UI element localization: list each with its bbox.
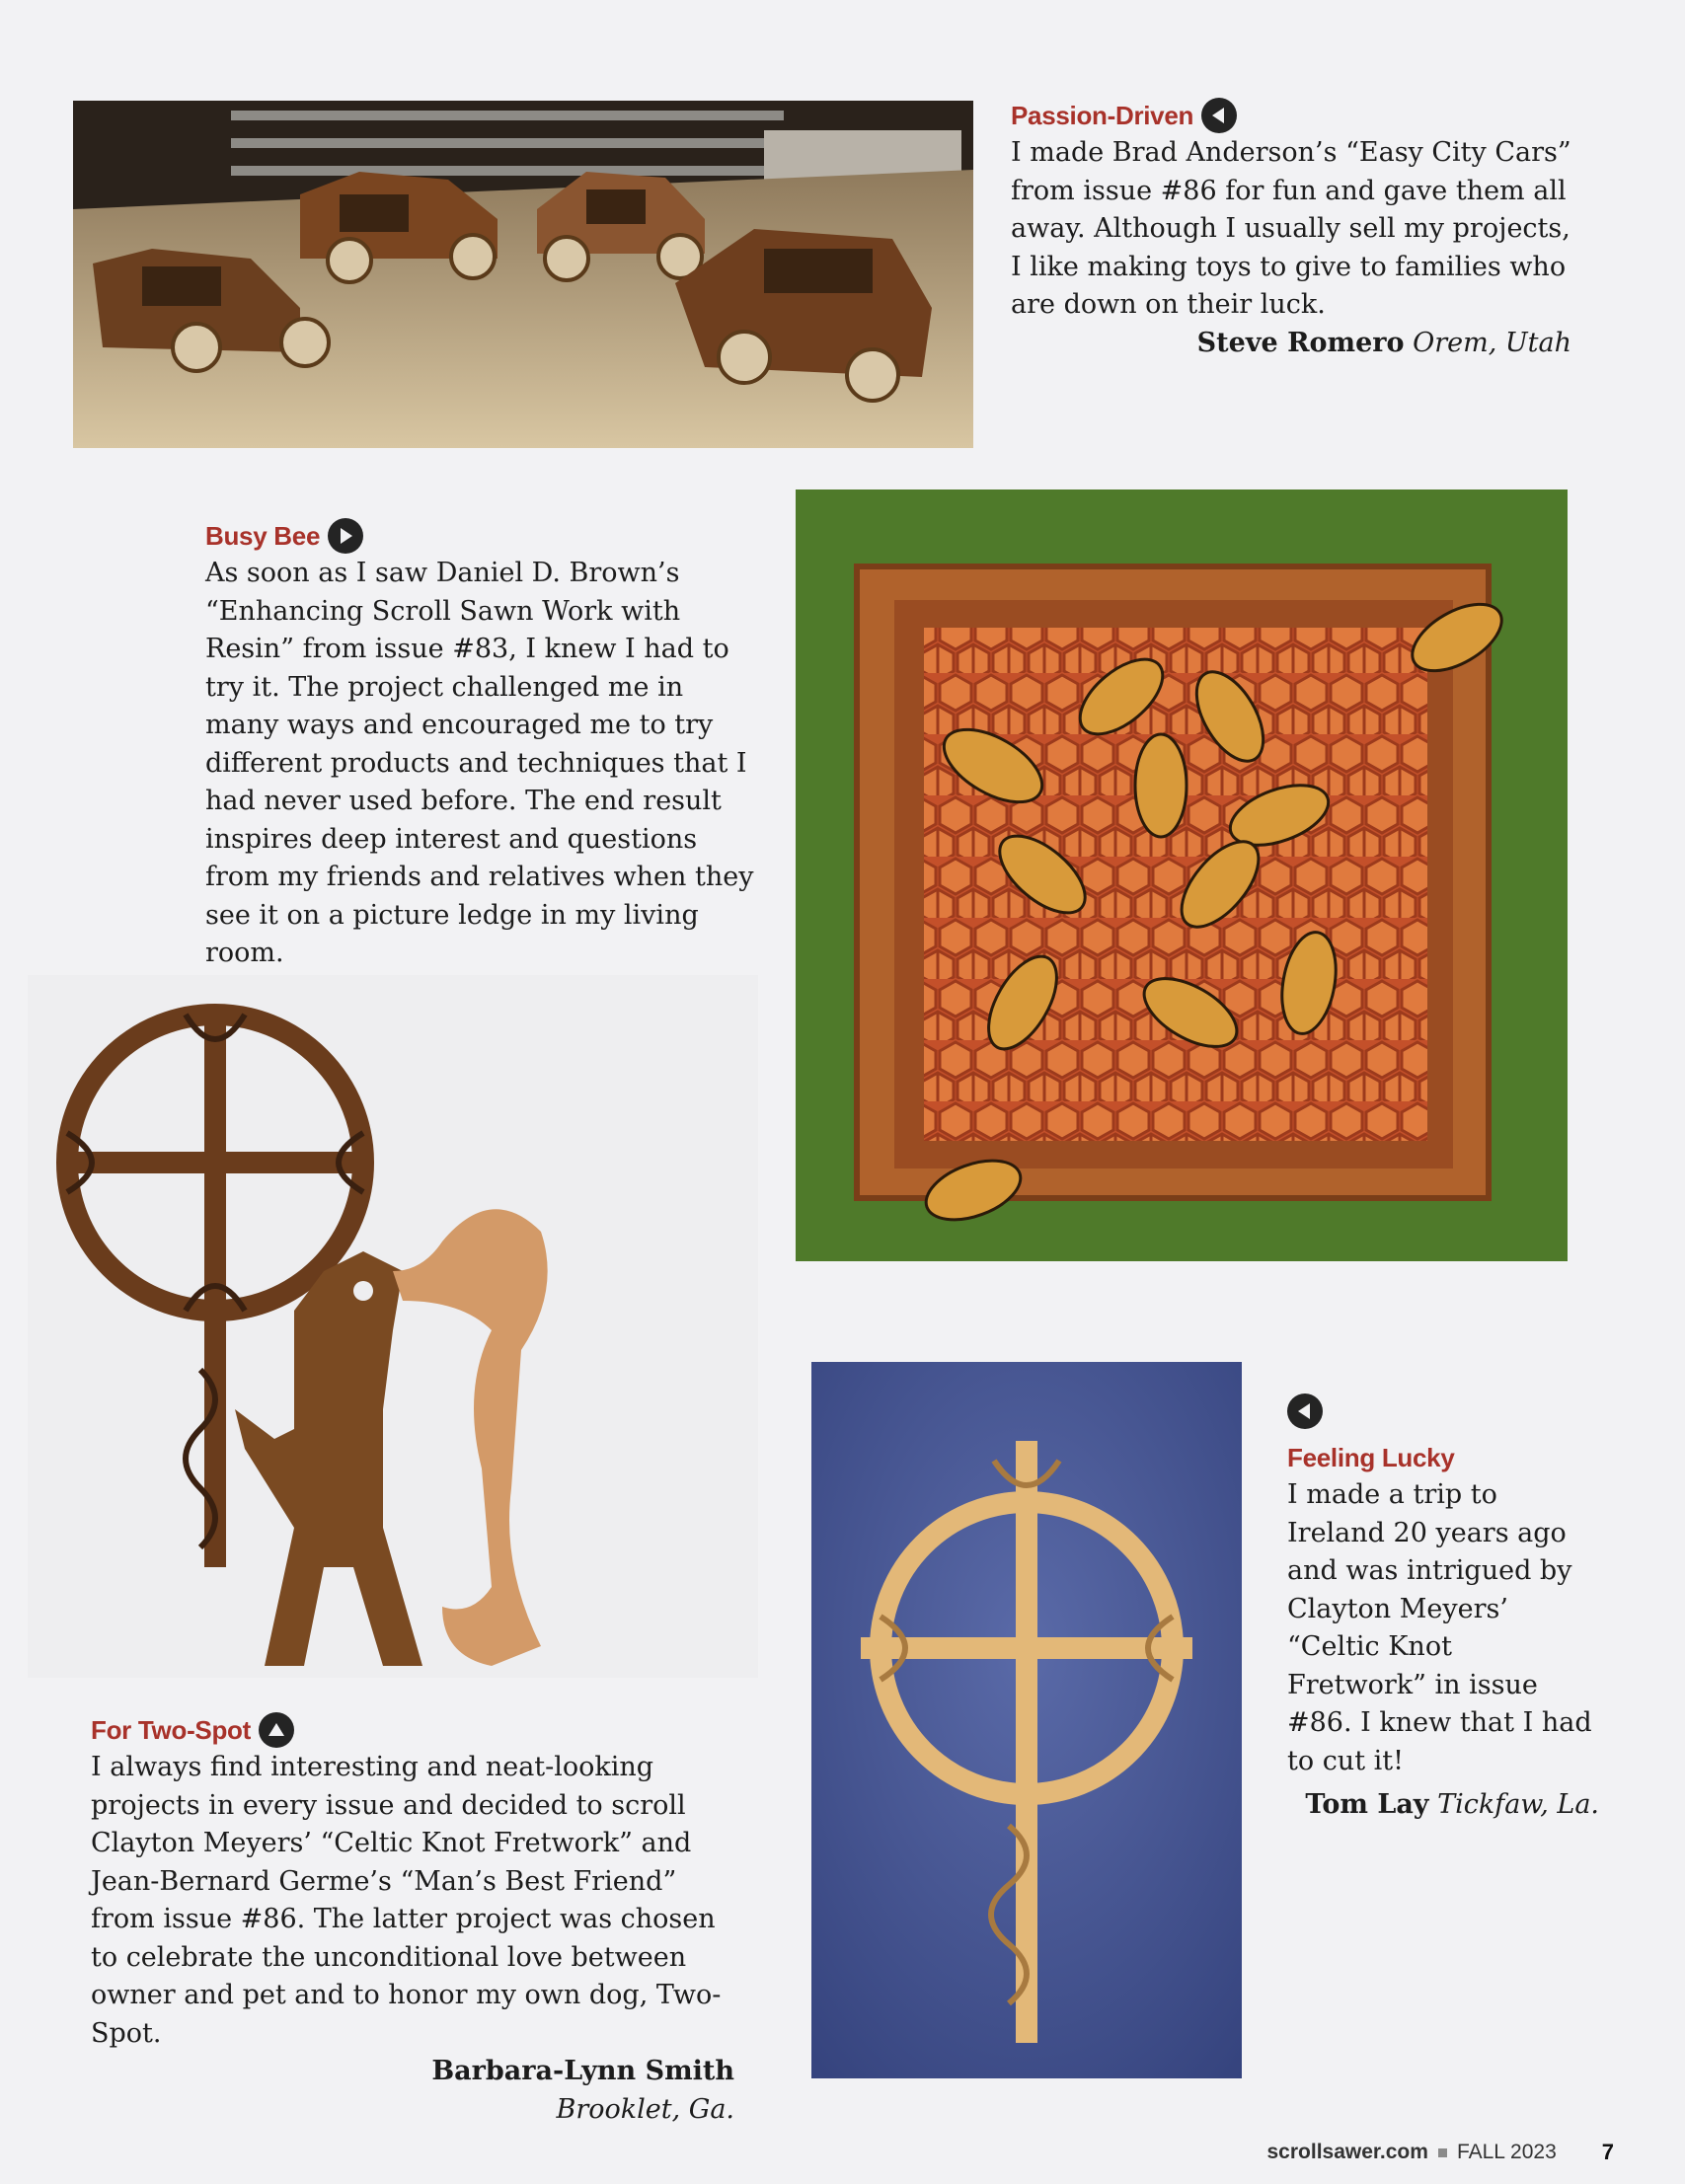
story-heading	[1011, 97, 1571, 134]
footer-site: scrollsawer.com	[1266, 2141, 1428, 2163]
story-title: For Two-Spot	[91, 1715, 251, 1745]
story-heading	[91, 1711, 734, 1749]
story-body: I always find interesting and neat-looking projects in every issue and decided to scroll Clayton Meyers’ “Celtic Knot Fretwork” and Jean-Bernard Germe’s “Man’s Best Friend” from issue #86. The latter project was chosen to celebrate the unconditional love between owner and pet and to honor my own dog, Two-Spot.	[91, 1752, 722, 2049]
story-title: Busy Bee	[205, 521, 321, 551]
story-busy-bee	[205, 517, 758, 1011]
triangle-right-icon	[328, 518, 363, 554]
author-location: Orem, Utah	[1413, 327, 1571, 358]
toy-cars-photo	[73, 101, 973, 448]
footer-separator	[1438, 2148, 1447, 2157]
celtic-cross-photo	[811, 1362, 1242, 2078]
story-title: Feeling Lucky	[1287, 1443, 1455, 1472]
story-heading	[205, 517, 758, 555]
author-location: Brooklet, Ga.	[556, 2093, 734, 2125]
author-name: Steve Romero	[1196, 327, 1405, 358]
author-name: Barbara-Lynn Smith	[431, 2056, 734, 2086]
story-title: Passion-Driven	[1011, 101, 1194, 130]
story-for-two-spot	[91, 1711, 734, 2129]
story-heading	[1287, 1393, 1599, 1476]
story-passion-driven	[1011, 97, 1571, 362]
triangle-up-icon	[259, 1712, 294, 1748]
story-body: As soon as I saw Daniel D. Brown’s “Enhancing Scroll Sawn Work with Resin” from issue #83, I knew I had to try it. The project challenged me in many ways and encouraged me to try different products and techniques that I had never used before. The end result inspires deep interest and questions from my friends and relatives when they see it on a picture ledge in my living room.	[205, 558, 754, 968]
story-body: I made Brad Anderson’s “Easy City Cars” from issue #86 for fun and gave them all away. Although I usually sell my projects, I like making toys to give to families who are down on their luck.	[1011, 137, 1571, 320]
page-number: 7	[1601, 2140, 1614, 2164]
story-body: I made a trip to Ireland 20 years ago and was intrigued by Clayton Meyers’ “Celtic Knot Fretwork” in issue #86. I knew that I had to cut it!	[1287, 1479, 1592, 1776]
triangle-left-icon	[1287, 1393, 1323, 1429]
triangle-left-icon	[1201, 98, 1237, 133]
cross-and-dog-photo	[28, 975, 758, 1678]
story-feeling-lucky	[1287, 1393, 1599, 1825]
story-credit	[1287, 1786, 1599, 1825]
author-location: Tickfaw, La.	[1437, 1789, 1599, 1820]
footer-issue: FALL 2023	[1456, 2141, 1557, 2163]
story-credit	[1011, 325, 1571, 363]
bee-frame-photo	[796, 490, 1568, 1261]
page-footer	[1267, 2140, 1615, 2165]
author-name: Tom Lay	[1305, 1789, 1429, 1820]
story-credit	[91, 2053, 734, 2129]
